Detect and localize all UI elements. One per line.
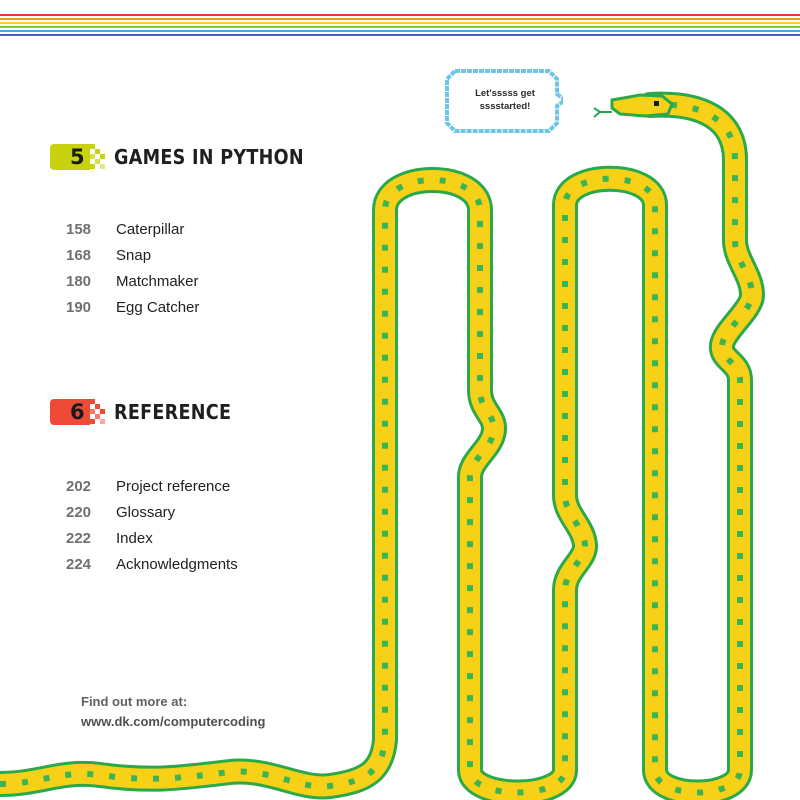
toc-page-number: 224 — [66, 555, 92, 573]
toc-page-number: 222 — [66, 529, 92, 547]
chapter-5-number: 5 — [70, 145, 85, 169]
chapter-6-title: REFERENCE — [114, 400, 232, 424]
toc-entry[interactable] — [66, 551, 238, 577]
chapter-5-header — [50, 142, 330, 172]
toc-title: Glossary — [116, 503, 176, 521]
toc-title: Index — [116, 529, 153, 547]
chapter-6-number: 6 — [70, 400, 85, 424]
toc-title: Caterpillar — [116, 220, 185, 238]
toc-title: Acknowledgments — [116, 555, 238, 573]
bubble-line-1: Let'sssss get — [475, 88, 535, 99]
toc-title: Egg Catcher — [116, 298, 200, 316]
toc-title: Snap — [116, 246, 152, 264]
toc-entry[interactable] — [66, 242, 199, 268]
chapter-5-contents — [66, 216, 199, 320]
footer-label: Find out more at: — [81, 694, 188, 709]
chapter-6-contents — [66, 473, 238, 577]
snake-head — [594, 95, 672, 117]
footer-note — [81, 692, 265, 732]
toc-entry[interactable] — [66, 499, 238, 525]
chapter-5-badge — [50, 142, 106, 172]
footer-url-link[interactable]: www.dk.com/computercoding — [81, 714, 266, 729]
chapter-6-badge — [50, 397, 106, 427]
toc-page-number: 158 — [66, 220, 92, 238]
toc-entry[interactable] — [66, 473, 238, 499]
toc-page-number: 190 — [66, 298, 92, 316]
toc-title: Matchmaker — [116, 272, 199, 290]
speech-bubble-text — [450, 87, 560, 113]
toc-page-number: 180 — [66, 272, 92, 290]
toc-title: Project reference — [116, 477, 231, 495]
bubble-line-2: sssstarted! — [479, 101, 531, 112]
toc-page-number: 202 — [66, 477, 92, 495]
toc-page-number: 220 — [66, 503, 92, 521]
chapter-5-title: GAMES IN PYTHON — [114, 145, 304, 169]
toc-entry[interactable] — [66, 268, 199, 294]
toc-entry[interactable] — [66, 294, 199, 320]
toc-entry[interactable] — [66, 216, 199, 242]
toc-page-number: 168 — [66, 246, 92, 264]
toc-entry[interactable] — [66, 525, 238, 551]
chapter-6-header — [50, 397, 247, 427]
